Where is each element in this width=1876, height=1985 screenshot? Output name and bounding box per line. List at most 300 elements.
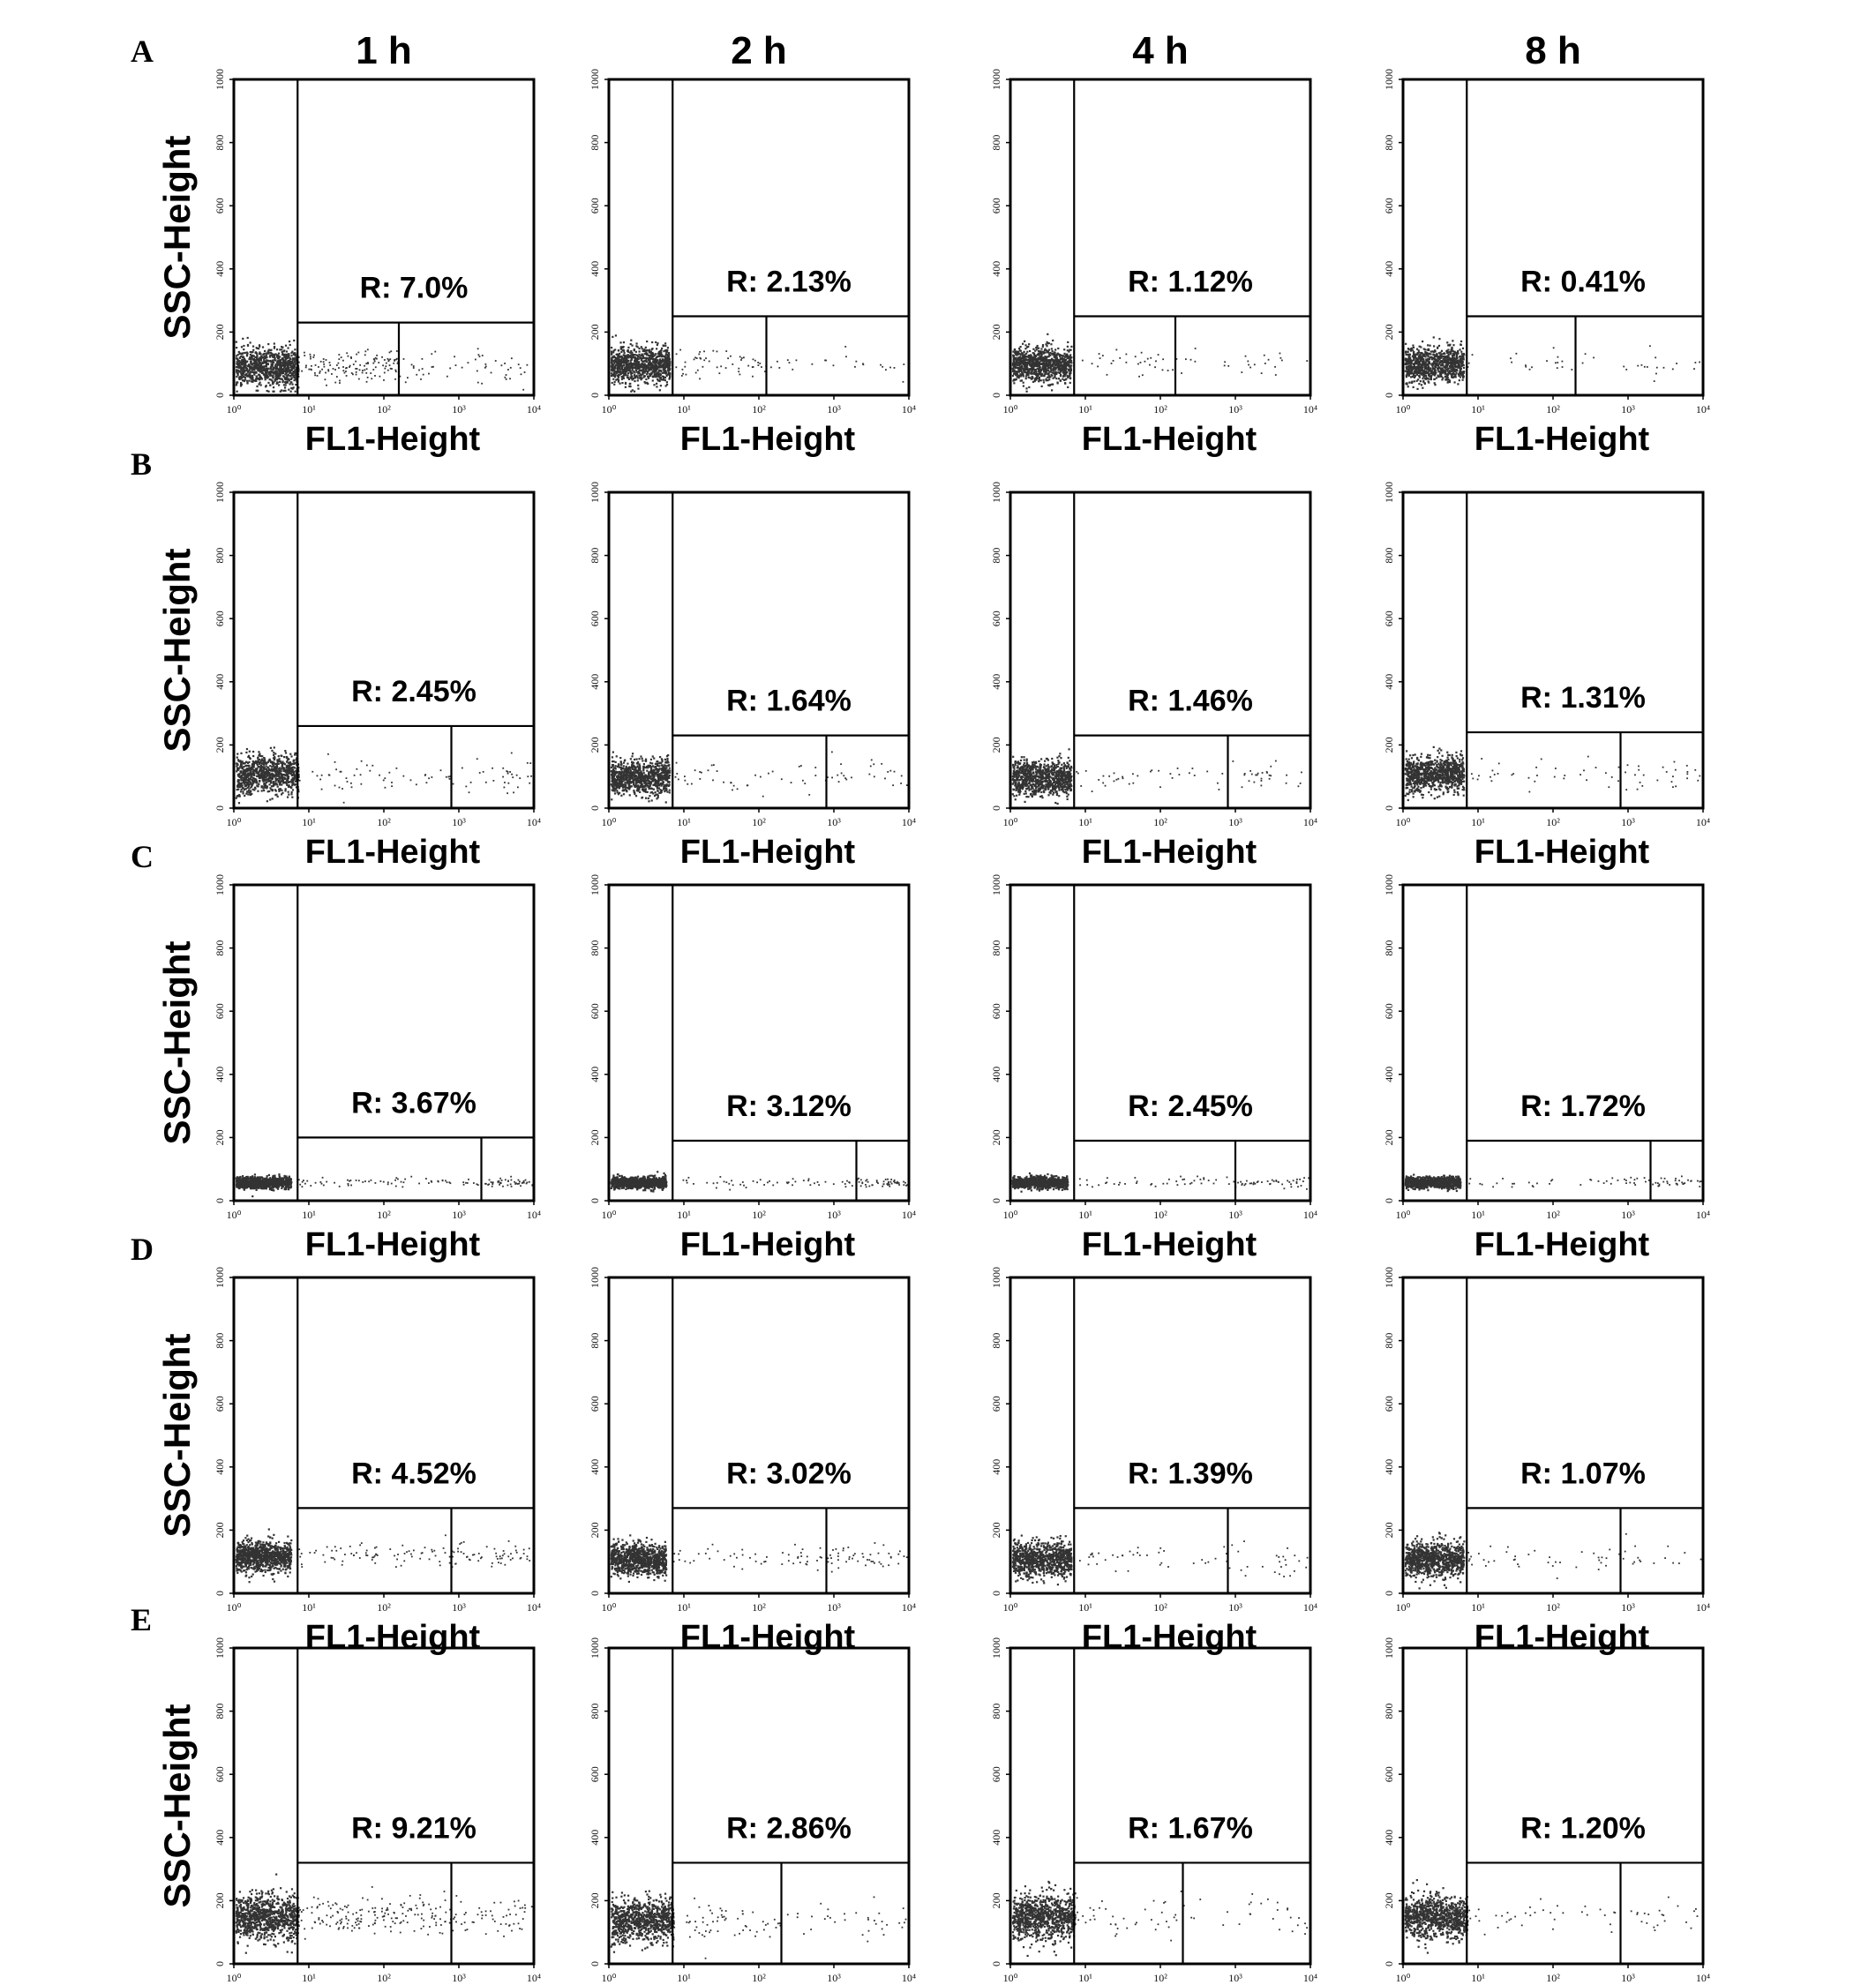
event-dot <box>657 344 658 346</box>
event-dot <box>254 367 256 369</box>
event-dot <box>613 373 615 375</box>
event-dot <box>645 360 647 362</box>
event-dot <box>1034 373 1036 375</box>
event-dot <box>314 372 316 374</box>
event-dot <box>242 760 244 762</box>
event-dot <box>390 368 392 370</box>
event-dot <box>634 391 635 393</box>
x-axis-label: FL1-Height <box>305 421 481 458</box>
event-dot <box>1429 345 1430 347</box>
event-dot <box>1023 358 1024 360</box>
event-dot <box>285 752 287 753</box>
event-dot <box>1040 353 1042 355</box>
event-dot <box>367 362 369 363</box>
event-dot <box>657 373 659 375</box>
event-dot <box>1447 352 1449 354</box>
event-dot <box>259 753 260 755</box>
event-dot <box>1421 352 1422 354</box>
x-tick-label: 10⁰ <box>1003 403 1018 416</box>
event-dot <box>667 347 669 348</box>
event-dot <box>287 365 289 367</box>
event-dot <box>1441 376 1443 378</box>
dot-plot-panel <box>214 69 541 458</box>
event-dot <box>276 783 278 785</box>
event-dot <box>236 376 237 378</box>
event-dot <box>718 372 720 374</box>
event-dot <box>310 354 311 356</box>
event-dot <box>243 348 244 350</box>
event-dot <box>281 793 282 795</box>
event-dot <box>623 352 625 354</box>
event-dot <box>1063 353 1065 355</box>
event-dot <box>637 385 639 386</box>
event-dot <box>1021 368 1023 370</box>
event-dot <box>752 376 754 378</box>
event-dot <box>244 359 246 361</box>
event-dot <box>1035 378 1037 380</box>
event-dot <box>286 367 288 369</box>
event-dot <box>636 361 638 363</box>
event-dot <box>295 363 296 364</box>
event-dot <box>236 372 238 374</box>
event-dot <box>288 793 289 795</box>
plot-frame <box>234 79 534 395</box>
event-dot <box>1042 363 1044 364</box>
event-dot <box>274 767 275 768</box>
event-dot <box>269 354 271 356</box>
event-dot <box>1423 363 1425 364</box>
event-dot <box>244 380 245 382</box>
event-dot <box>757 362 759 363</box>
event-dot <box>273 754 274 756</box>
event-dot <box>268 772 270 774</box>
event-dot <box>255 768 257 769</box>
event-dot <box>666 381 668 383</box>
event-dot <box>250 790 251 791</box>
event-dot <box>1446 374 1448 376</box>
event-dot <box>615 379 617 381</box>
event-dot <box>281 777 283 779</box>
event-dot <box>632 389 634 391</box>
event-dot <box>702 366 704 368</box>
event-dot <box>266 787 267 789</box>
event-dot <box>664 379 666 381</box>
event-dot <box>475 359 477 361</box>
event-dot <box>1053 353 1054 355</box>
event-dot <box>268 769 270 771</box>
event-dot <box>651 348 653 349</box>
event-dot <box>1024 341 1025 342</box>
event-dot <box>310 369 311 371</box>
event-dot <box>265 374 266 376</box>
event-dot <box>1432 365 1434 367</box>
event-dot <box>635 375 637 377</box>
event-dot <box>276 356 278 357</box>
event-dot <box>290 355 292 356</box>
event-dot <box>665 362 667 363</box>
event-dot <box>1455 370 1457 371</box>
event-dot <box>267 360 269 362</box>
event-dot <box>1461 371 1463 372</box>
event-dot <box>1456 355 1458 356</box>
event-dot <box>245 373 247 375</box>
event-dot <box>1655 373 1657 375</box>
event-dot <box>394 378 396 380</box>
event-dot <box>628 378 630 380</box>
event-dot <box>290 387 292 389</box>
event-dot <box>242 372 244 374</box>
event-dot <box>685 362 687 363</box>
event-dot <box>239 353 241 355</box>
event-dot <box>277 760 279 762</box>
event-dot <box>725 350 727 352</box>
event-dot <box>1445 364 1446 366</box>
event-dot <box>1426 348 1428 350</box>
event-dot <box>625 371 627 372</box>
event-dot <box>522 389 524 391</box>
event-dot <box>1154 366 1156 368</box>
event-dot <box>520 367 522 369</box>
event-dot <box>682 373 684 375</box>
event-dot <box>261 758 263 760</box>
event-dot <box>619 353 620 355</box>
event-dot <box>261 372 263 374</box>
event-dot <box>880 364 882 366</box>
event-dot <box>387 370 389 371</box>
event-dot <box>245 761 247 763</box>
event-dot <box>358 378 360 380</box>
event-dot <box>1042 346 1044 348</box>
event-dot <box>249 751 251 753</box>
event-dot <box>725 367 727 369</box>
event-dot <box>357 352 359 354</box>
event-dot <box>1676 363 1677 364</box>
event-dot <box>621 347 623 348</box>
event-dot <box>1057 382 1059 384</box>
event-dot <box>1069 367 1071 369</box>
event-dot <box>642 348 643 349</box>
event-dot <box>236 796 238 798</box>
event-dot <box>364 365 365 367</box>
event-dot <box>292 789 294 790</box>
x-tick-label: 10⁴ <box>1696 403 1710 416</box>
event-dot <box>282 390 284 392</box>
event-dot <box>1421 364 1422 366</box>
event-dot <box>245 367 247 369</box>
event-dot <box>1452 369 1453 371</box>
x-tick-label: 10¹ <box>1471 403 1485 416</box>
event-dot <box>289 768 291 769</box>
dot-plot-panel <box>1383 69 1710 458</box>
event-dot <box>1054 348 1056 350</box>
event-dot <box>720 365 722 367</box>
event-dot <box>255 760 257 762</box>
event-dot <box>253 374 255 376</box>
event-dot <box>242 338 244 340</box>
event-dot <box>507 783 509 784</box>
event-dot <box>1017 358 1019 360</box>
event-dot <box>242 374 244 376</box>
event-dot <box>275 371 277 373</box>
event-dot <box>1279 357 1281 359</box>
event-dot <box>1452 344 1454 346</box>
event-dot <box>663 371 664 373</box>
event-dot <box>629 370 631 371</box>
event-dot <box>288 775 289 777</box>
event-dot <box>717 351 718 353</box>
event-dot <box>1038 362 1039 363</box>
y-tick-label: 200 <box>214 324 226 340</box>
event-dot <box>621 362 623 363</box>
event-dot <box>1016 354 1017 356</box>
event-dot <box>1555 362 1557 363</box>
event-dot <box>501 364 503 366</box>
event-dot <box>1172 369 1174 371</box>
event-dot <box>660 350 662 352</box>
event-dot <box>339 380 341 382</box>
event-dot <box>666 359 668 361</box>
event-dot <box>383 379 385 381</box>
event-dot <box>627 370 629 371</box>
event-dot <box>753 366 754 368</box>
event-dot <box>294 361 296 363</box>
event-dot <box>355 361 356 363</box>
event-dot <box>261 790 263 791</box>
event-dot <box>326 359 327 361</box>
event-dot <box>665 371 667 373</box>
event-dot <box>660 385 662 386</box>
event-dot <box>1067 386 1069 388</box>
x-tick-label: 10² <box>377 403 391 416</box>
event-dot <box>1423 382 1425 384</box>
event-dot <box>618 356 619 358</box>
event-dot <box>1069 382 1071 384</box>
event-dot <box>259 775 261 776</box>
event-dot <box>641 370 642 371</box>
event-dot <box>659 360 661 362</box>
event-dot <box>1412 376 1414 378</box>
event-dot <box>1435 366 1437 368</box>
event-dot <box>315 364 317 366</box>
event-dot <box>266 376 268 378</box>
event-dot <box>1037 359 1039 361</box>
event-dot <box>1119 357 1121 359</box>
event-dot <box>1092 363 1093 364</box>
event-dot <box>1623 366 1625 368</box>
event-dot <box>384 359 386 361</box>
event-dot <box>279 768 281 769</box>
event-dot <box>336 376 338 378</box>
event-dot <box>1247 361 1249 363</box>
event-dot <box>266 390 268 392</box>
event-dot <box>289 344 291 346</box>
event-dot <box>507 369 509 371</box>
event-dot <box>1060 379 1062 381</box>
event-dot <box>696 357 698 359</box>
event-dot <box>264 350 266 352</box>
event-dot <box>1031 357 1032 359</box>
event-dot <box>1241 371 1242 373</box>
event-dot <box>635 363 637 365</box>
event-dot <box>1448 359 1450 361</box>
x-tick-label: 10⁰ <box>227 403 242 416</box>
event-dot <box>1027 359 1029 361</box>
event-dot <box>396 350 398 352</box>
event-dot <box>257 378 259 379</box>
event-dot <box>257 757 259 759</box>
event-dot <box>1416 388 1418 390</box>
event-dot <box>279 364 281 366</box>
event-dot <box>238 784 240 786</box>
event-dot <box>619 341 621 343</box>
event-dot <box>862 363 864 365</box>
event-dot <box>244 771 246 773</box>
event-dot <box>305 367 307 369</box>
event-dot <box>245 782 247 783</box>
event-dot <box>1426 352 1428 354</box>
event-dot <box>312 356 314 358</box>
event-dot <box>319 371 321 372</box>
event-dot <box>292 372 294 374</box>
event-dot <box>362 372 364 374</box>
event-dot <box>676 353 678 355</box>
event-dot <box>244 352 246 354</box>
event-dot <box>635 342 637 344</box>
event-dot <box>359 364 361 366</box>
event-dot <box>267 767 269 768</box>
event-dot <box>1424 368 1426 370</box>
event-dot <box>1026 351 1028 353</box>
event-dot <box>255 364 257 366</box>
event-dot <box>653 372 655 374</box>
event-dot <box>1067 341 1069 343</box>
event-dot <box>1048 359 1050 361</box>
event-dot <box>336 364 338 366</box>
event-dot <box>293 760 295 761</box>
event-dot <box>1047 379 1048 381</box>
event-dot <box>416 783 417 785</box>
event-dot <box>1425 377 1427 378</box>
event-dot <box>1449 371 1451 373</box>
event-dot <box>1411 348 1413 349</box>
event-dot <box>1020 359 1022 361</box>
event-dot <box>824 360 826 362</box>
event-dot <box>770 366 772 368</box>
event-dot <box>644 363 646 364</box>
event-dot <box>1224 361 1226 363</box>
event-dot <box>251 364 253 366</box>
event-dot <box>664 345 666 347</box>
event-dot <box>845 356 847 357</box>
event-dot <box>299 780 301 782</box>
event-dot <box>308 369 310 371</box>
event-dot <box>285 358 287 360</box>
event-dot <box>1099 353 1100 355</box>
event-dot <box>1439 371 1441 372</box>
event-dot <box>402 775 404 777</box>
event-dot <box>618 379 619 381</box>
event-dot <box>1447 344 1449 346</box>
event-dot <box>709 361 710 363</box>
event-dot <box>313 355 315 356</box>
event-dot <box>627 377 628 378</box>
event-dot <box>341 788 343 790</box>
event-dot <box>647 349 649 351</box>
event-dot <box>1647 366 1648 368</box>
event-dot <box>277 796 279 798</box>
event-dot <box>1428 378 1430 380</box>
event-dot <box>290 764 292 766</box>
event-dot <box>257 363 259 365</box>
event-dot <box>1047 367 1049 369</box>
event-dot <box>389 358 391 360</box>
event-dot <box>478 354 480 356</box>
event-dot <box>271 363 273 365</box>
event-dot <box>623 341 625 343</box>
event-dot <box>660 371 662 372</box>
event-dot <box>1454 361 1456 363</box>
event-dot <box>292 365 294 367</box>
event-dot <box>653 361 655 363</box>
event-dot <box>276 378 278 380</box>
event-dot <box>272 761 274 763</box>
event-dot <box>1022 355 1024 356</box>
event-dot <box>527 762 529 764</box>
event-dot <box>236 753 238 754</box>
event-dot <box>615 371 617 372</box>
event-dot <box>668 352 670 354</box>
event-dot <box>1429 375 1430 377</box>
event-dot <box>629 371 631 373</box>
event-dot <box>278 372 280 374</box>
event-dot <box>342 360 344 362</box>
event-dot <box>1437 369 1439 371</box>
event-dot <box>618 370 619 371</box>
event-dot <box>267 790 269 792</box>
gate-percentage-label: R: 7.0% <box>360 272 469 305</box>
event-dot <box>274 367 276 369</box>
event-dot <box>1050 369 1052 371</box>
event-dot <box>668 378 670 379</box>
event-dot <box>278 370 280 371</box>
event-dot <box>1069 365 1070 367</box>
event-dot <box>618 361 619 363</box>
event-dot <box>293 386 295 388</box>
event-dot <box>1167 370 1169 371</box>
event-dot <box>389 352 391 354</box>
event-dot <box>1019 346 1021 348</box>
event-dot <box>697 370 699 371</box>
event-dot <box>1438 338 1440 340</box>
event-dot <box>1111 363 1113 364</box>
event-dot <box>389 364 391 366</box>
event-dot <box>1446 371 1448 372</box>
event-dot <box>618 380 619 382</box>
event-dot <box>656 348 657 349</box>
row-label-A: A <box>131 34 154 69</box>
event-dot <box>251 773 252 775</box>
event-dot <box>1040 369 1042 371</box>
event-dot <box>271 750 273 752</box>
event-dot <box>1150 357 1152 359</box>
event-dot <box>283 756 285 758</box>
event-dot <box>620 371 622 372</box>
y-tick-label: 200 <box>1383 324 1395 340</box>
event-dot <box>1411 367 1413 369</box>
event-dot <box>1039 377 1040 378</box>
event-dot <box>699 357 701 359</box>
event-dot <box>1641 364 1643 366</box>
